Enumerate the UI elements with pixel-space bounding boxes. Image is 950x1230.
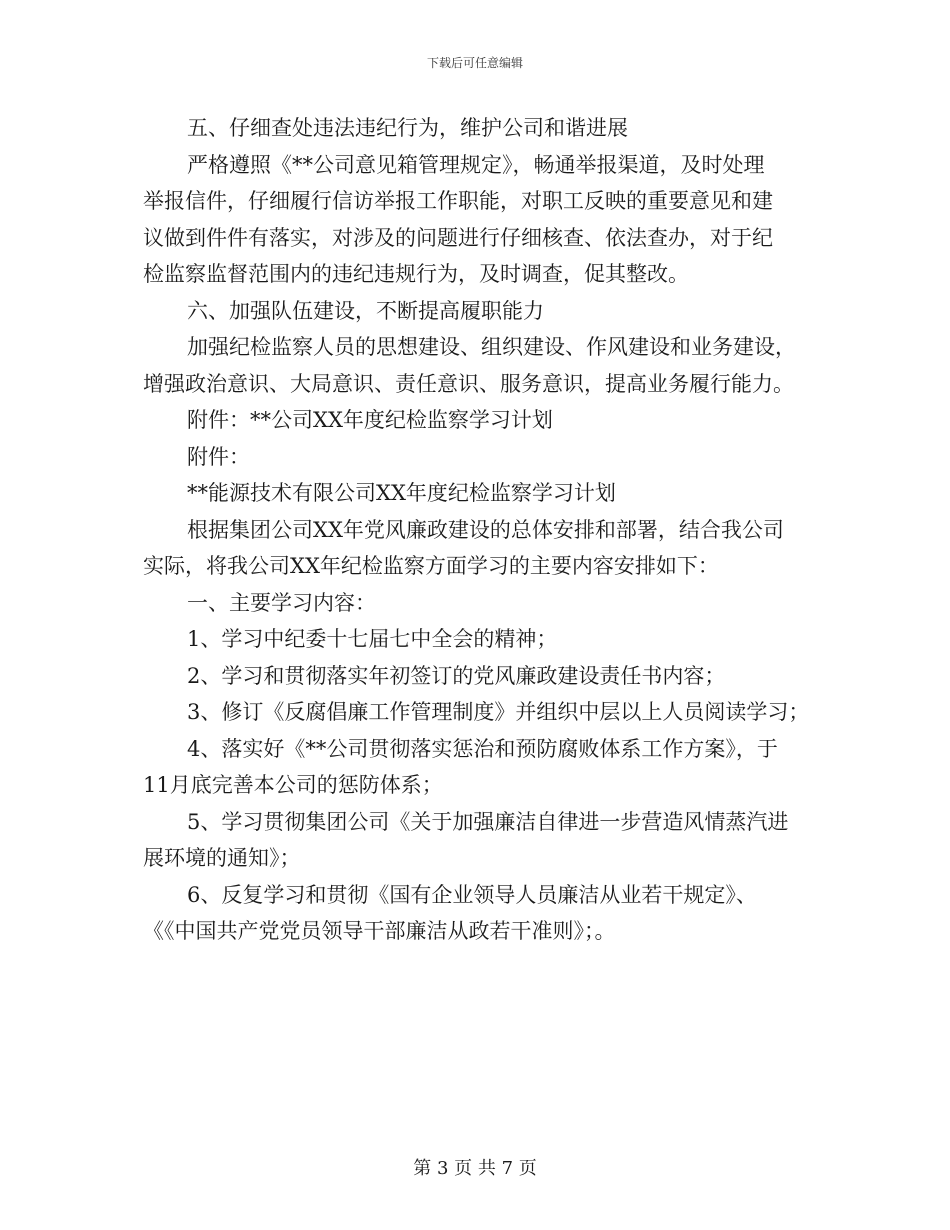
- paragraph-line: 3、修订《反腐倡廉工作管理制度》并组织中层以上人员阅读学习；: [187, 700, 810, 724]
- paragraph-line: **能源技术有限公司XX年度纪检监察学习计划: [187, 481, 616, 505]
- document-body: [143, 110, 815, 950]
- paragraph-line: 附件：**公司XX年度纪检监察学习计划: [187, 408, 553, 432]
- paragraph-line: 4、落实好《**公司贯彻落实惩治和预防腐败体系工作方案》，于: [187, 736, 778, 761]
- paragraph-line: 5、学习贯彻集团公司《关于加强廉洁自律进一步营造风情蒸汽进: [187, 809, 789, 834]
- paragraph-line: 检监察监督范围内的违纪违规行为，及时调查，促其整改。: [143, 262, 689, 286]
- paragraph-line: 11月底完善本公司的惩防体系；: [143, 773, 443, 797]
- paragraph-line: 实际，将我公司XX年纪检监察方面学习的主要内容安排如下：: [143, 554, 719, 578]
- page-footer: 第 3 页 共 7 页: [413, 1158, 537, 1179]
- paragraph-line: 议做到件件有落实，对涉及的问题进行仔细核查、依法查办，对于纪: [143, 225, 773, 250]
- paragraph-line: 一、主要学习内容：: [187, 590, 376, 615]
- paragraph-line: 1、学习中纪委十七届七中全会的精神；: [187, 627, 558, 651]
- paragraph-line: 展环境的通知》；: [143, 846, 301, 870]
- page-header: 下载后可任意编辑: [426, 56, 523, 70]
- paragraph-line: 增强政治意识、大局意识、责任意识、服务意识，提高业务履行能力。: [143, 371, 794, 396]
- paragraph-line: 2、学习和贯彻落实年初签订的党风廉政建设责任书内容；: [187, 663, 726, 688]
- paragraph-line: 6、反复学习和贯彻《国有企业领导人员廉洁从业若干规定》、: [187, 882, 757, 907]
- paragraph-line: 《《中国共产党党员领导干部廉洁从政若干准则》；。: [143, 919, 616, 943]
- paragraph-line: 附件：: [187, 444, 250, 469]
- paragraph-line: 严格遵照《**公司意见箱管理规定》，畅通举报渠道，及时处理: [187, 152, 765, 177]
- paragraph-line: 六、加强队伍建设，不断提高履职能力: [187, 298, 544, 323]
- paragraph-line: 加强纪检监察人员的思想建设、组织建设、作风建设和业务建设，: [187, 335, 796, 359]
- paragraph-line: 根据集团公司XX年党风廉政建设的总体安排和部署，结合我公司: [187, 517, 784, 542]
- paragraph-line: 五、仔细查处违法违纪行为，维护公司和谐进展: [187, 116, 628, 140]
- paragraph-line: 举报信件，仔细履行信访举报工作职能，对职工反映的重要意见和建: [143, 189, 773, 213]
